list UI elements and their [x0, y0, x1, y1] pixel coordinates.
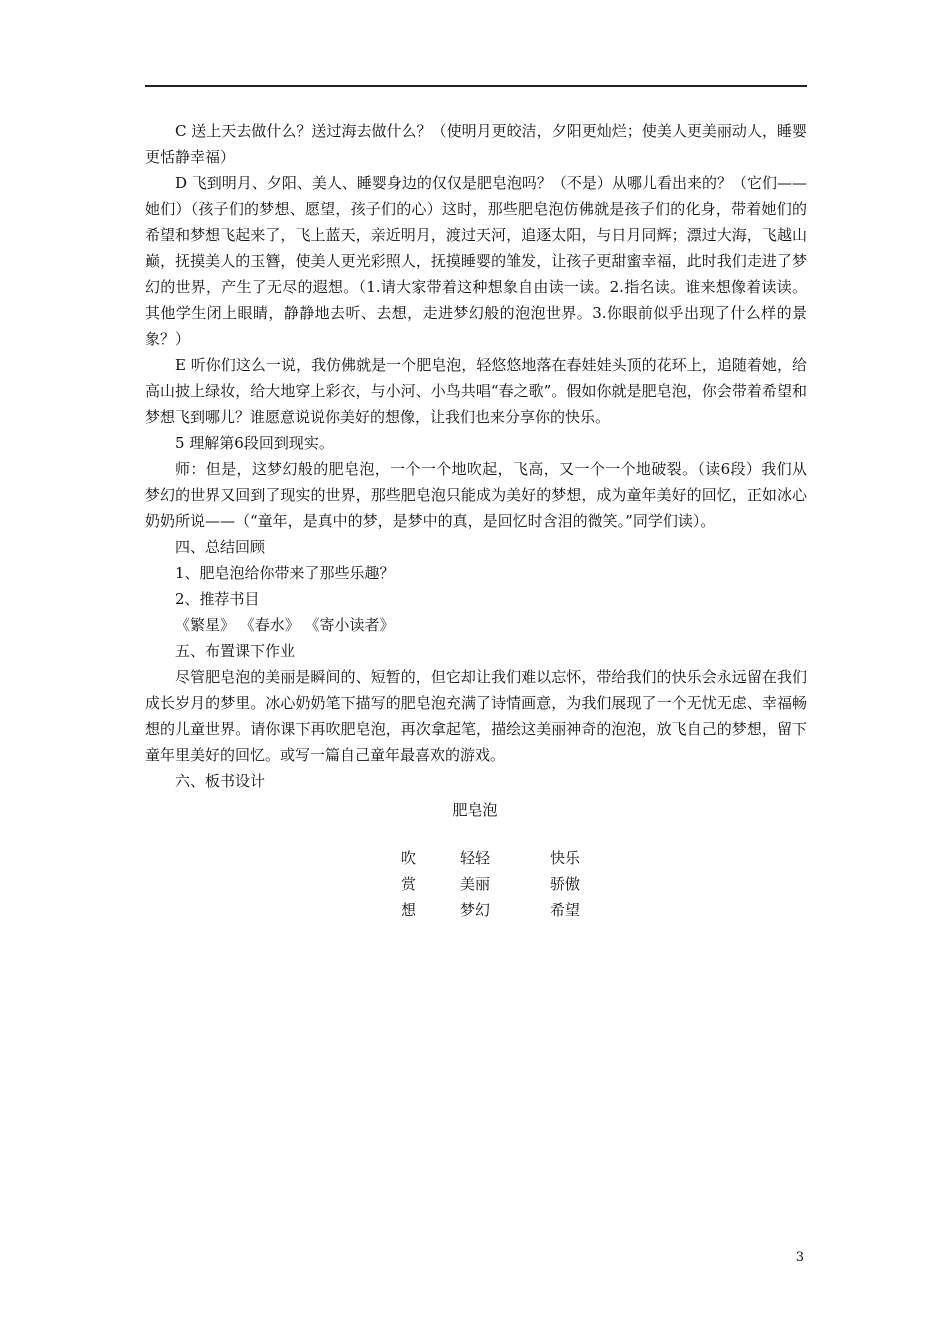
board-cell: 想: [401, 901, 417, 919]
board-row: [0, 845, 950, 871]
list-item: 1、肥皂泡给你带来了那些乐趣？: [175, 564, 395, 582]
board-cell: 梦幻: [460, 901, 491, 919]
paragraph: C 送上天去做什么？送过海去做什么？（使明月更皎洁，夕阳更灿烂；使美人更美丽动人，睡婴更恬静幸福）: [145, 122, 807, 166]
paragraph: 5 理解第6段回到现实。: [175, 434, 334, 452]
paragraph: E 听你们这么一说，我仿佛就是一个肥皂泡，轻悠悠地落在春娃娃头顶的花环上，追随着她，给高山披上绿妆，给大地穿上彩衣，与小河、小鸟共唱“春之歌”。假如你就是肥皂泡，你会带着希望和梦想飞到哪儿？谁愿意说说你美好的想像，让我们也来分享你的快乐。: [145, 356, 807, 426]
paragraph: 师：但是，这梦幻般的肥皂泡，一个一个地吹起，飞高，又一个一个地破裂。（读6段）我们从梦幻的世界又回到了现实的世界，那些肥皂泡只能成为美好的梦想，成为童年美好的回忆，正如冰心奶奶所说——（“童年，是真中的梦，是梦中的真，是回忆时含泪的微笑。”同学们读）。: [145, 460, 807, 530]
board-cell: 快乐: [550, 849, 581, 867]
board-cell: 赏: [401, 875, 417, 893]
page-number: 3: [795, 1250, 804, 1265]
board-design: [0, 845, 950, 923]
board-cell: 吹: [401, 849, 417, 867]
book-list: 《繁星》 《春水》 《寄小读者》: [175, 616, 395, 634]
section-heading: 六、板书设计: [175, 772, 266, 790]
paragraph: D 飞到明月、夕阳、美人、睡婴身边的仅仅是肥皂泡吗？（不是）从哪儿看出来的？（它们——她们）（孩子们的梦想、愿望，孩子们的心）这时，那些肥皂泡仿佛就是孩子们的化身，带着她们的希望和梦想飞起来了，飞上蓝天，亲近明月，渡过天河，追逐太阳，与日月同辉；漂过大海，飞越山巅，抚摸美人的玉簪，使美人更光彩照人，抚摸睡婴的雏发，让孩子更甜蜜幸福，此时我们走进了梦幻的世界，产生了无尽的遐想。（1.请大家带着这种想象自由读一读。2.指名读。谁来想像着读读。其他学生闭上眼睛，静静地去听、去想，走进梦幻般的泡泡世界。3.你眼前似乎出现了什么样的景象？）: [145, 174, 807, 348]
board-cell: 骄傲: [550, 875, 581, 893]
section-heading: 四、总结回顾: [175, 538, 266, 556]
list-item: 2、推荐书目: [175, 590, 260, 608]
header-rule: [145, 85, 807, 87]
paragraph: 尽管肥皂泡的美丽是瞬间的、短暂的，但它却让我们难以忘怀，带给我们的快乐会永远留在我们成长岁月的梦里。冰心奶奶笔下描写的肥皂泡充满了诗情画意，为我们展现了一个无忧无虑、幸福畅想的儿童世界。请你课下再吹肥皂泡，再次拿起笔，描绘这美丽神奇的泡泡，放飞自己的梦想，留下童年里美好的回忆。或写一篇自己童年最喜欢的游戏。: [145, 668, 807, 764]
section-heading: 五、布置课下作业: [175, 642, 296, 660]
board-row: [0, 897, 950, 923]
board-cell: 轻轻: [460, 849, 491, 867]
document-body: [145, 118, 807, 794]
board-title: 肥皂泡: [452, 801, 498, 819]
board-cell: 美丽: [460, 875, 491, 893]
board-cell: 希望: [550, 901, 581, 919]
board-row: [0, 871, 950, 897]
